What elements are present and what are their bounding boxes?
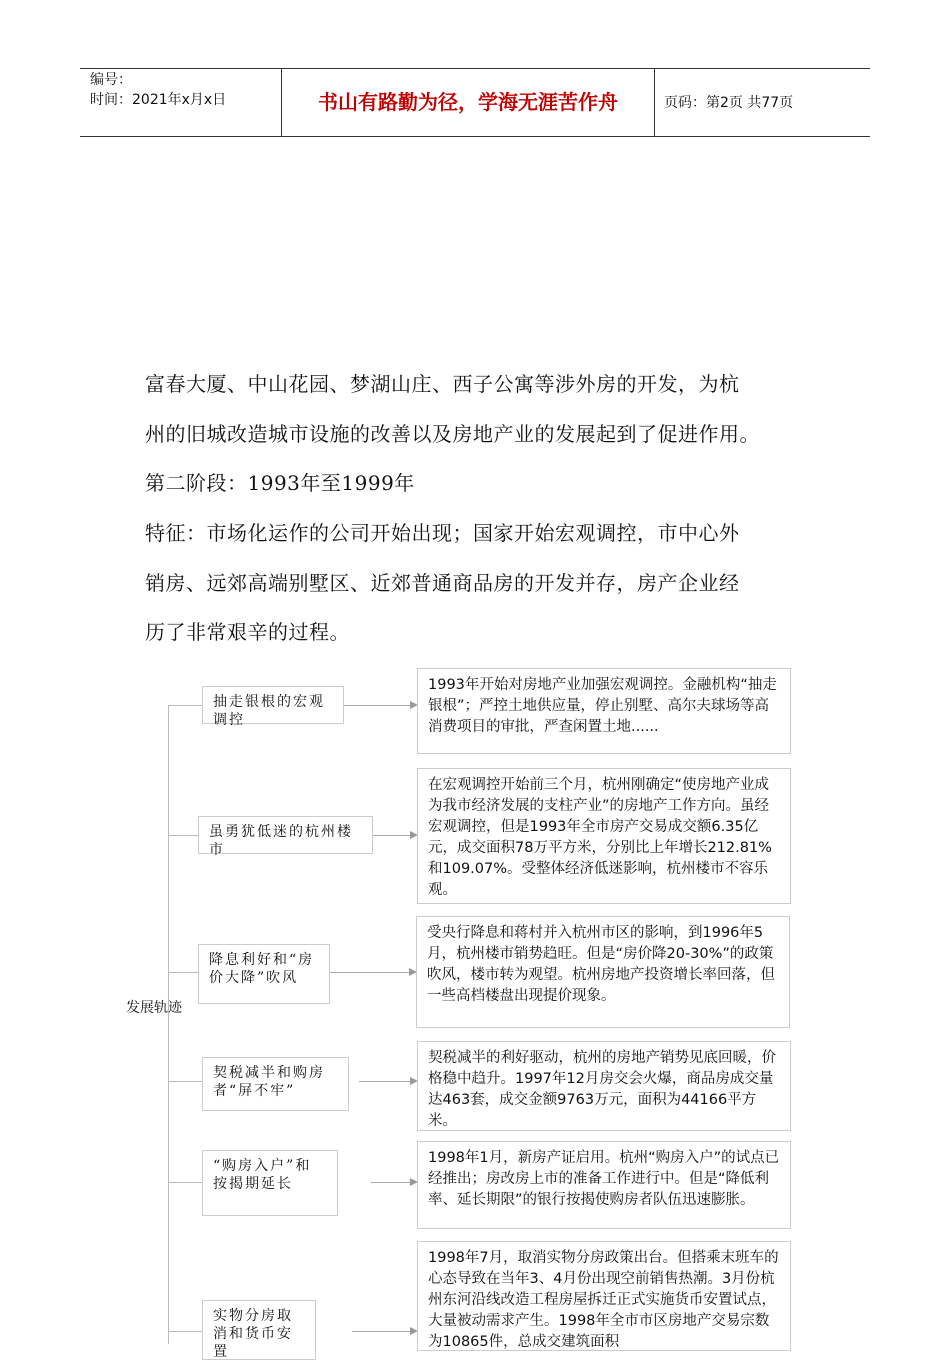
- branch-desc-5: 1998年1月，新房产证启用。杭州“购房入户”的试点已经推出；房改房上市的准备工作进行中。但是“降低利率、延长期限”的银行按揭使购房者队伍迅速膨胀。: [417, 1141, 791, 1229]
- header-divider-right: [654, 68, 655, 136]
- branch-label-4: 契税减半和购房者“屏不牢”: [202, 1057, 349, 1111]
- header-bottom-rule: [80, 136, 870, 137]
- branch-desc-3: 受央行降息和蒋村并入杭州市区的影响，到1996年5月，杭州楼市销势趋旺。但是“房价降20-30%”的政策吹风，楼市转为观望。杭州房地产投资增长率回落，但一些高档楼盘出现提价现象。: [416, 916, 790, 1028]
- branch-connector: [168, 705, 202, 706]
- doc-time-label: 时间：2021年x月x日: [90, 92, 227, 108]
- page-info: 页码：第2页 共77页: [664, 95, 794, 111]
- body-line-4: 特征：市场化运作的公司开始出现；国家开始宏观调控，市中心外: [145, 521, 740, 545]
- branch-label-2: 虽勇犹低迷的杭州楼市: [198, 816, 373, 854]
- branch-desc-4: 契税减半的利好驱动，杭州的房地产销势见底回暖，价格稳中趋升。1997年12月房交会火爆，商品房成交量达463套，成交金额9763万元，面积为44166平方米。: [417, 1041, 791, 1131]
- branch-connector: [168, 835, 198, 836]
- branch-arrow-1: [344, 705, 416, 706]
- stage-heading: 第二阶段：1993年至1999年: [145, 471, 415, 495]
- body-line-5: 销房、远郊高端别墅区、近郊普通商品房的开发并存，房产企业经: [145, 571, 740, 595]
- branch-connector: [168, 1182, 202, 1183]
- doc-number-label: 编号：: [90, 72, 132, 88]
- branch-arrow-5: [371, 1182, 416, 1183]
- branch-desc-6: 1998年7月，取消实物分房政策出台。但搭乘末班车的心态导致在当年3、4月份出现空前销售热潮。3月份杭州东河沿线改造工程房屋拆迁正式实施货币安置试点，大量被动需求产生。1998年全市市区房地产交易宗数为10865件，总成交建筑面积: [417, 1241, 791, 1351]
- branch-desc-2: 在宏观调控开始前三个月，杭州刚确定“使房地产业成为我市经济发展的支柱产业”的房地产工作方向。虽经宏观调控，但是1993年全市房产交易成交额6.35亿元，成交面积78万平方米，分别比上年增长212.81%和109.07%。受整体经济低迷影响，杭州楼市不容乐观。: [417, 768, 791, 904]
- header-motto: 书山有路勤为径，学海无涯苦作舟: [318, 90, 618, 114]
- branch-arrow-4: [359, 1081, 416, 1082]
- branch-arrow-3: [330, 972, 415, 973]
- branch-label-6: 实物分房取消和货币安置: [202, 1300, 316, 1360]
- diagram-trunk-line: [168, 705, 169, 1344]
- branch-desc-1: 1993年开始对房地产业加强宏观调控。金融机构“抽走银根”；严控土地供应量，停止别墅、高尔夫球场等高消费项目的审批，严查闲置土地......: [417, 668, 791, 754]
- branch-label-1: 抽走银根的宏观调控: [202, 686, 344, 724]
- branch-connector: [168, 1331, 202, 1332]
- branch-arrow-6: [352, 1331, 416, 1332]
- body-line-2: 州的旧城改造城市设施的改善以及房地产业的发展起到了促进作用。: [145, 422, 760, 446]
- branch-arrow-2: [373, 835, 416, 836]
- branch-label-5: “购房入户”和按揭期延长: [202, 1150, 338, 1216]
- branch-connector: [168, 972, 198, 973]
- branch-label-3: 降息利好和“房价大降”吹风: [198, 944, 330, 1004]
- branch-connector: [168, 1081, 202, 1082]
- diagram-root-label: 发展轨迹: [126, 1000, 182, 1016]
- body-line-1: 富春大厦、中山花园、梦湖山庄、西子公寓等涉外房的开发，为杭: [145, 372, 740, 396]
- body-line-6: 历了非常艰辛的过程。: [145, 620, 350, 644]
